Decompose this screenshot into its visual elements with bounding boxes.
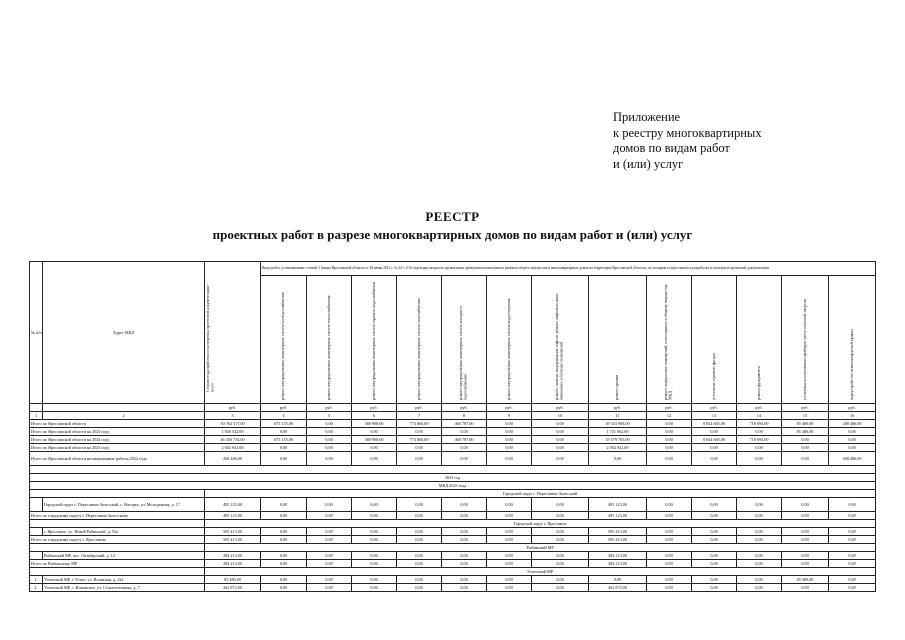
work-column-header: ремонт внутридомовых инженерных систем горячего водоснабжения — [370, 281, 376, 400]
row-address: Угличский МР, г. Углич, ул. Волжская, д. 22а — [43, 576, 205, 584]
value-cell: 0,00 — [532, 428, 589, 436]
value-cell: 0,00 — [692, 576, 737, 584]
work-types-group-header: Виды работ, установленные статьей 3 Закона Ярославской области от 28 июня 2013 г. № 32-з «Об отдельных вопросах организации проведения капитального ремонта общего имущества в многоквартирных домах на территории Ярославской области», по которым осуществляется разработка и экспертиза проектной документации — [261, 262, 876, 276]
value-cell: 0,00 — [692, 536, 737, 544]
value-cell: 0,00 — [307, 444, 352, 452]
value-cell: 0,00 — [532, 512, 589, 520]
row-label: Итого по городскому округу г. Ярославлю — [30, 536, 205, 544]
value-cell: 0,00 — [692, 498, 737, 512]
work-column-header: ремонт крыши — [614, 374, 620, 400]
value-cell: 0,00 — [782, 436, 829, 444]
value-cell: 0,00 — [487, 420, 532, 428]
unit-cell: руб. — [737, 404, 782, 412]
value-cell: 8 844 665,00 — [692, 436, 737, 444]
value-cell: 505 413,00 — [205, 536, 261, 544]
value-cell: 0,00 — [532, 420, 589, 428]
value-cell: 0,00 — [442, 584, 487, 592]
value-cell: 0,00 — [692, 584, 737, 592]
unit-cell: руб. — [487, 404, 532, 412]
value-cell: 1 836 542,00 — [205, 428, 261, 436]
work-column-header: ремонт фундамента — [755, 365, 761, 400]
data-row — [30, 576, 876, 584]
value-cell: 0,00 — [261, 536, 307, 544]
work-column-header: ремонт внутридомовых инженерных систем теплоснабжения — [325, 295, 331, 400]
document-subtitle: проектных работ в разрезе многоквартирных домов по видам работ и (или) услуг — [212, 227, 693, 242]
unit-cell: руб. — [782, 404, 829, 412]
value-cell: 0,00 — [307, 420, 352, 428]
value-cell: 0,00 — [782, 536, 829, 544]
total-row — [30, 452, 876, 466]
value-cell: 0,00 — [692, 428, 737, 436]
value-cell: 505 413,00 — [589, 528, 647, 536]
work-column-header: ремонт внутридомовых инженерных систем водоотведения — [505, 298, 511, 400]
value-cell: 0,00 — [261, 428, 307, 436]
value-cell: 774 860,00 — [397, 436, 442, 444]
value-cell: 0,00 — [647, 536, 692, 544]
row-label: Итого по Ярославской области на 2025 году — [30, 444, 205, 452]
value-cell: 0,00 — [442, 552, 487, 560]
unit-cell: руб. — [829, 404, 876, 412]
value-cell: 0,00 — [589, 576, 647, 584]
value-cell: 0,00 — [647, 528, 692, 536]
unit-cell: руб. — [397, 404, 442, 412]
value-cell: 0,00 — [737, 552, 782, 560]
appendix-line: и (или) услуг — [613, 156, 684, 171]
value-cell: 0,00 — [442, 428, 487, 436]
value-cell: 0,00 — [737, 428, 782, 436]
value-cell: 0,00 — [532, 436, 589, 444]
value-cell: 505 413,00 — [589, 536, 647, 544]
value-cell: 0,00 — [532, 584, 589, 592]
value-cell: 0,00 — [532, 536, 589, 544]
value-cell: 0,00 — [442, 512, 487, 520]
value-cell: 0,00 — [442, 536, 487, 544]
value-cell: 0,00 — [737, 444, 782, 452]
value-cell: 0,00 — [487, 560, 532, 568]
row-address: Угличский МР, с. Ильинское, ул. Сельхозтехника, д. 7 — [43, 584, 205, 592]
value-cell: 0,00 — [261, 552, 307, 560]
value-cell: 2 002 941,00 — [205, 444, 261, 452]
value-cell: 495 123,00 — [205, 512, 261, 520]
district-header: Рыбинский МР — [205, 544, 876, 552]
value-cell: 0,00 — [829, 498, 876, 512]
value-cell: 0,00 — [397, 584, 442, 592]
value-cell: 46 356 734,00 — [205, 436, 261, 444]
col-number-cell: 9 — [487, 412, 532, 420]
value-cell: 0,00 — [829, 552, 876, 560]
value-cell: 0,00 — [692, 452, 737, 466]
value-cell: 0,00 — [352, 584, 397, 592]
section-header: МКД 2023 года — [30, 482, 876, 490]
value-cell: 0,00 — [737, 512, 782, 520]
value-cell: 0,00 — [261, 444, 307, 452]
row-number: 2. — [30, 584, 43, 592]
col-number-cell: 7 — [397, 412, 442, 420]
value-cell: 0,00 — [782, 512, 829, 520]
row-address: Рыбинский МР, пос. Октябрьский, д. 12 — [43, 552, 205, 560]
value-cell: 0,00 — [829, 560, 876, 568]
value-cell: 774 860,00 — [397, 420, 442, 428]
value-cell: 0,00 — [532, 444, 589, 452]
value-cell: 0,00 — [397, 576, 442, 584]
value-cell: 0,00 — [442, 444, 487, 452]
row-label: Итого по Ярославской области — [30, 420, 205, 428]
value-cell: 268 486,00 — [829, 452, 876, 466]
value-cell: 0,00 — [737, 584, 782, 592]
unit-cell: руб. — [352, 404, 397, 412]
data-row — [30, 552, 876, 560]
value-cell: 268 486,00 — [205, 452, 261, 466]
value-cell: 0,00 — [487, 444, 532, 452]
value-cell: 0,00 — [647, 560, 692, 568]
unit-cell: руб. — [307, 404, 352, 412]
value-cell: 0,00 — [487, 498, 532, 512]
value-cell: 0,00 — [782, 552, 829, 560]
value-cell: 0,00 — [442, 452, 487, 466]
value-cell: 0,00 — [487, 428, 532, 436]
year-header: 2023 год — [30, 474, 876, 482]
value-cell: 0,00 — [352, 536, 397, 544]
value-cell: 0,00 — [692, 528, 737, 536]
unit-cell: руб. — [589, 404, 647, 412]
col-no-header: № п/п — [30, 262, 43, 404]
value-cell: 0,00 — [352, 444, 397, 452]
row-address: Городской округ г. Переславль-Залесский, с. Нагорье, ул. Молодежная, д. 17 — [43, 498, 205, 512]
value-cell: 0,00 — [532, 576, 589, 584]
unit-cell: руб. — [442, 404, 487, 412]
value-cell: 0,00 — [532, 528, 589, 536]
value-cell: 0,00 — [261, 584, 307, 592]
value-cell: 495 123,00 — [205, 498, 261, 512]
value-cell: 0,00 — [532, 452, 589, 466]
unit-cell: руб. — [205, 404, 261, 412]
value-cell: 0,00 — [352, 560, 397, 568]
value-cell: 0,00 — [487, 528, 532, 536]
unit-cell: руб. — [532, 404, 589, 412]
work-column-header: установка коллективных приборов учета тепловой энергии — [801, 298, 807, 400]
value-cell: 0,00 — [737, 498, 782, 512]
value-cell: 0,00 — [261, 452, 307, 466]
value-cell: 0,00 — [782, 498, 829, 512]
value-cell: 0,00 — [532, 498, 589, 512]
value-cell: 505 413,00 — [205, 528, 261, 536]
value-cell: 0,00 — [397, 536, 442, 544]
value-cell: 262 872,00 — [589, 584, 647, 592]
value-cell: 0,00 — [397, 498, 442, 512]
value-cell: 0,00 — [307, 552, 352, 560]
value-cell: 495 123,00 — [589, 512, 647, 520]
row-label: Итого по Рыбинскому МР — [30, 560, 205, 568]
unit-cell: руб. — [647, 404, 692, 412]
value-cell: 495 123,00 — [589, 498, 647, 512]
row-number: 1. — [30, 576, 43, 584]
value-cell: 380 908,00 — [352, 436, 397, 444]
value-cell: 0,00 — [737, 536, 782, 544]
col-number-cell: 15 — [782, 412, 829, 420]
col-number-cell: 10 — [532, 412, 589, 420]
appendix-line: Приложение — [613, 110, 681, 124]
value-cell: 0,00 — [487, 436, 532, 444]
col-number-cell: 8 — [442, 412, 487, 420]
value-cell: 0,00 — [647, 436, 692, 444]
value-cell: 0,00 — [352, 552, 397, 560]
value-cell: 0,00 — [307, 452, 352, 466]
subtotal-row — [30, 560, 876, 568]
value-cell: 0,00 — [829, 576, 876, 584]
value-cell: 0,00 — [782, 444, 829, 452]
value-cell: 0,00 — [442, 560, 487, 568]
value-cell: 0,00 — [307, 436, 352, 444]
value-cell: 0,00 — [829, 584, 876, 592]
value-cell: 0,00 — [442, 498, 487, 512]
value-cell: 0,00 — [352, 528, 397, 536]
value-cell: 0,00 — [782, 584, 829, 592]
value-cell: 0,00 — [589, 452, 647, 466]
value-cell: 0,00 — [352, 576, 397, 584]
district-header: Городской округ г. Ярославль — [205, 520, 876, 528]
value-cell: 0,00 — [487, 576, 532, 584]
value-cell: 0,00 — [782, 560, 829, 568]
work-column-header: переустройство невентилируемой крыши — [848, 328, 854, 400]
row-number — [30, 528, 43, 536]
col-number-cell: 3 — [205, 412, 261, 420]
value-cell: 0,00 — [397, 528, 442, 536]
row-label: Итого по Ярославской области на 2024 году — [30, 436, 205, 444]
subtotal-row — [30, 512, 876, 520]
value-cell: 0,00 — [737, 576, 782, 584]
value-cell: 0,00 — [352, 498, 397, 512]
value-cell: 0,00 — [307, 576, 352, 584]
col-number-cell: 14 — [737, 412, 782, 420]
value-cell: 0,00 — [782, 528, 829, 536]
total-row — [30, 428, 876, 436]
appendix-note — [613, 110, 762, 172]
value-cell: 0,00 — [307, 584, 352, 592]
value-cell: 0,00 — [352, 512, 397, 520]
value-cell: 0,00 — [647, 552, 692, 560]
value-cell: 0,00 — [532, 552, 589, 560]
value-cell: 85 480,00 — [205, 576, 261, 584]
value-cell: 0,00 — [532, 560, 589, 568]
value-cell: 0,00 — [397, 560, 442, 568]
value-cell: 0,00 — [397, 452, 442, 466]
value-cell: 0,00 — [397, 512, 442, 520]
value-cell: 0,00 — [261, 560, 307, 568]
value-cell: 0,00 — [487, 452, 532, 466]
unit-cell: руб. — [692, 404, 737, 412]
value-cell: 0,00 — [647, 444, 692, 452]
value-cell: 50 764 517,00 — [205, 420, 261, 428]
col-number-cell: 13 — [692, 412, 737, 420]
work-column-header: ремонт внутридомовых инженерных систем холодного водоснабжения — [458, 305, 468, 400]
value-cell: 284 214,00 — [205, 560, 261, 568]
col-number-cell: 2 — [43, 412, 205, 420]
value-cell: 0,00 — [307, 536, 352, 544]
value-cell: 0,00 — [397, 444, 442, 452]
value-cell: 0,00 — [307, 512, 352, 520]
col-number-cell: 11 — [589, 412, 647, 420]
col-cost-header: Стоимость разработки и экспертизы проектной документации - всего — [205, 283, 215, 392]
value-cell: 718 694,00 — [737, 436, 782, 444]
appendix-line: домов по видам работ — [613, 141, 730, 155]
value-cell: 0,00 — [442, 576, 487, 584]
document-title: РЕЕСТР — [425, 209, 480, 224]
value-cell: 675 135,00 — [261, 436, 307, 444]
value-cell: 718 694,00 — [737, 420, 782, 428]
col-number-cell: 12 — [647, 412, 692, 420]
value-cell: 0,00 — [397, 552, 442, 560]
value-cell: 0,00 — [261, 528, 307, 536]
value-cell: 0,00 — [737, 528, 782, 536]
value-cell: 1 751 062,00 — [589, 428, 647, 436]
registry-table — [29, 261, 876, 592]
value-cell: 2 002 941,00 — [589, 444, 647, 452]
value-cell: 0,00 — [829, 444, 876, 452]
data-row — [30, 528, 876, 536]
district-header: Угличский МР — [205, 568, 876, 576]
value-cell: 0,00 — [692, 552, 737, 560]
col-number-cell: 6 — [352, 412, 397, 420]
value-cell: 0,00 — [397, 428, 442, 436]
subtotal-row — [30, 536, 876, 544]
value-cell: 0,00 — [647, 576, 692, 584]
value-cell: 0,00 — [647, 498, 692, 512]
value-cell: 0,00 — [487, 552, 532, 560]
value-cell: 0,00 — [261, 512, 307, 520]
value-cell: 268 486,00 — [829, 420, 876, 428]
value-cell: 0,00 — [261, 576, 307, 584]
value-cell: 39 333 908,00 — [589, 420, 647, 428]
value-cell: 284 214,00 — [589, 552, 647, 560]
value-cell: 0,00 — [487, 584, 532, 592]
value-cell: 460 787,00 — [442, 420, 487, 428]
row-number — [30, 552, 43, 560]
value-cell: 85 480,00 — [782, 576, 829, 584]
value-cell: 0,00 — [737, 560, 782, 568]
value-cell: 262 872,00 — [205, 584, 261, 592]
value-cell: 0,00 — [692, 512, 737, 520]
unit-cell: руб. — [261, 404, 307, 412]
col-number-cell: 1 — [30, 412, 43, 420]
value-cell: 380 908,00 — [352, 420, 397, 428]
total-row — [30, 436, 876, 444]
value-cell: 0,00 — [487, 536, 532, 544]
col-address-header: Адрес МКД — [43, 262, 205, 404]
value-cell: 85 480,00 — [782, 420, 829, 428]
value-cell: 0,00 — [647, 452, 692, 466]
value-cell: 0,00 — [307, 498, 352, 512]
row-number — [30, 498, 43, 512]
value-cell: 0,00 — [782, 452, 829, 466]
value-cell: 85 480,00 — [782, 428, 829, 436]
value-cell: 0,00 — [829, 428, 876, 436]
work-column-header: ремонт, замена, модернизация лифтов, ремонт лифтовых шахт, машинных и блочных помещений — [554, 292, 564, 400]
value-cell: 0,00 — [647, 584, 692, 592]
appendix-line: к реестру многоквартирных — [613, 125, 762, 140]
value-cell: 675 135,00 — [261, 420, 307, 428]
work-column-header: ремонт внутридомовых инженерных систем газоснабжения — [415, 297, 421, 400]
value-cell: 0,00 — [829, 528, 876, 536]
value-cell: 0,00 — [829, 436, 876, 444]
value-cell: 0,00 — [261, 498, 307, 512]
row-address: г. Ярославль, ул. Новой Рябинской, д. 53а — [43, 528, 205, 536]
value-cell: 0,00 — [829, 512, 876, 520]
row-label: Итого по Ярославской области незавершенные работы 2022 года — [30, 452, 205, 466]
value-cell: 0,00 — [307, 528, 352, 536]
value-cell: 0,00 — [487, 512, 532, 520]
value-cell: 0,00 — [647, 512, 692, 520]
col-number-cell: 16 — [829, 412, 876, 420]
value-cell: 0,00 — [307, 428, 352, 436]
row-label: Итого по Ярославской области на 2023 году — [30, 428, 205, 436]
value-cell: 0,00 — [442, 528, 487, 536]
value-cell: 460 787,00 — [442, 436, 487, 444]
value-cell: 0,00 — [352, 452, 397, 466]
total-row — [30, 420, 876, 428]
work-column-header: ремонт подвальных помещений, относящихся к общему имуществу МКД — [663, 283, 673, 400]
value-cell: 8 844 665,00 — [692, 420, 737, 428]
col-number-cell: 5 — [307, 412, 352, 420]
value-cell: 0,00 — [352, 428, 397, 436]
value-cell: 0,00 — [692, 444, 737, 452]
value-cell: 0,00 — [647, 428, 692, 436]
work-column-header: утепление и ремонт фасада — [710, 352, 716, 400]
value-cell: 284 214,00 — [589, 560, 647, 568]
value-cell: 0,00 — [692, 560, 737, 568]
value-cell: 0,00 — [647, 420, 692, 428]
value-cell: 0,00 — [829, 536, 876, 544]
district-header: Городской округ г. Переславль-Залесский — [205, 490, 876, 498]
work-column-header: ремонт внутридомовых инженерных систем электроснабжения — [280, 291, 286, 400]
data-row — [30, 584, 876, 592]
value-cell: 0,00 — [307, 560, 352, 568]
col-number-cell: 4 — [261, 412, 307, 420]
data-row — [30, 498, 876, 512]
value-cell: 0,00 — [737, 452, 782, 466]
row-label: Итого по городскому округу г. Переславль-Залесскому — [30, 512, 205, 520]
value-cell: 284 214,00 — [205, 552, 261, 560]
total-row — [30, 444, 876, 452]
value-cell: 35 579 705,00 — [589, 436, 647, 444]
